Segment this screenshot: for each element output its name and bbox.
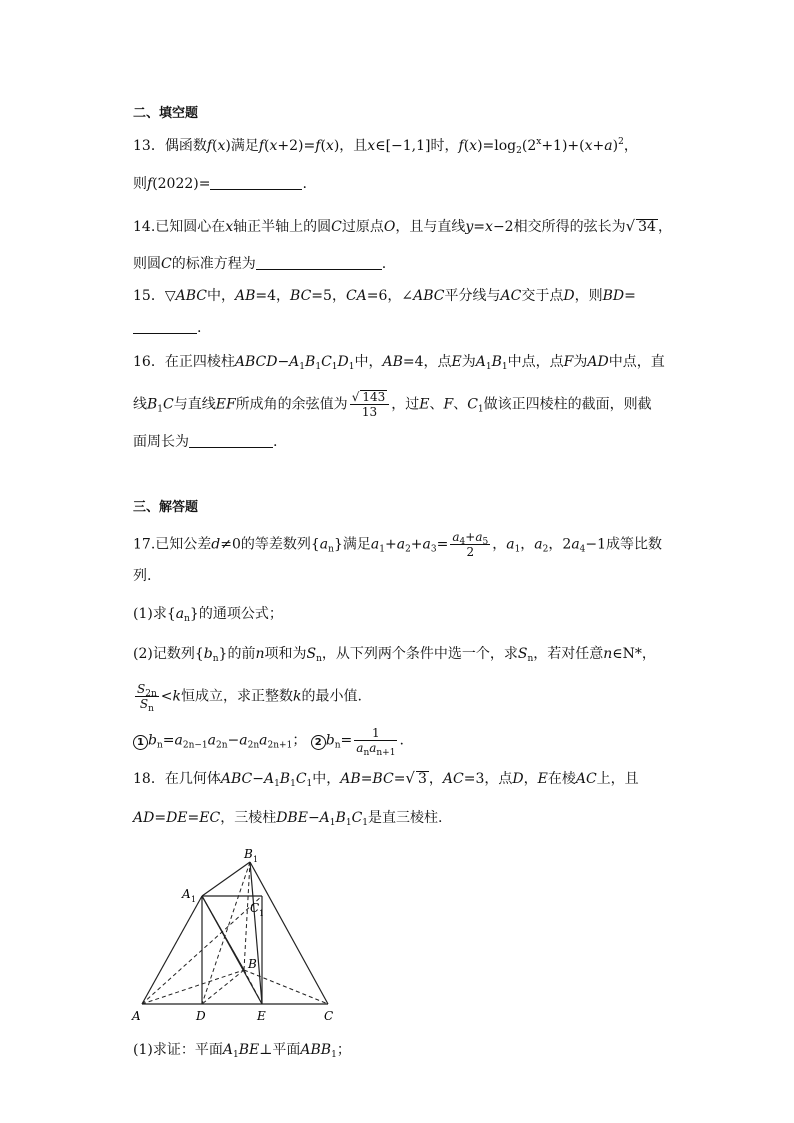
edge-B1-D-dashed: [202, 862, 250, 1004]
q17-part2-line1: (2)记数列$\{b_n\}$的前n项和为$S_n$，从下列两个条件中选一个，求$S_n$，若对任意n∈N*，: [133, 646, 656, 664]
section-fill-title: 二、填空题: [133, 106, 199, 121]
q16-line2: 线$B_1C$与直线EF所成角的余弦值为 $\frac{√ 143}{13}$ ，过E、F、$C_1$做该正四棱柱的截面，则截: [133, 390, 652, 419]
label-E: E: [257, 1009, 266, 1023]
q18-part1: (1)求证：平面$A_1BE\perp$平面$ABB_1$；: [133, 1042, 351, 1060]
q18-line1: 18．在几何体$ABC-A_1B_1C_1$中，AB=BC=√ 3 ，AC=3，点D，E在棱AC上，且: [133, 769, 639, 789]
label-A: A: [132, 1009, 141, 1023]
q13-line2: 则f(2022)= .: [133, 176, 307, 192]
q15-line2: .: [133, 318, 201, 338]
edge-A-B-dashed: [142, 970, 244, 1004]
q18-line2: AD=DE=EC，三棱柱$DBE-A_1B_1C_1$是直三棱柱.: [133, 810, 443, 828]
q17-part1: (1)求$\{a_n\}$的通项公式；: [133, 606, 283, 624]
q17-part2-line2: $\frac{S_{2n}}{S_n}$ <k恒成立，求正整数k的最小值.: [137, 682, 362, 714]
label-A1-sub: 1: [191, 895, 197, 904]
answer-blank-13[interactable]: [210, 175, 302, 190]
label-B: B: [248, 957, 257, 971]
q15-line1: 15．▽ABC中，AB=4，BC=5，CA=6，∠ABC平分线与AC交于点D，则BD=: [133, 288, 636, 304]
q16-line1: 16．在正四棱柱$ABCD-A_1B_1C_1D_1$中，AB=4，点E为$A_1B_1$中点，点F为AD中点，直: [133, 354, 665, 372]
condition-2-marker: 2: [311, 735, 326, 750]
q14-line2: 则圆C的标准方程为 .: [133, 256, 387, 272]
edge-B1-E: [250, 862, 265, 1004]
label-A1: A: [182, 887, 191, 901]
q14-line1: 14.已知圆心在x轴正半轴上的圆C过原点O，且与直线y=x−2相交所得的弦长为√ 34 ，: [133, 217, 672, 235]
q16-line3: 面周长为 .: [133, 434, 278, 450]
label-B1: B: [244, 847, 253, 861]
q17-line2: 列.: [133, 568, 152, 584]
label-D: D: [196, 1009, 206, 1023]
answer-blank-16[interactable]: [189, 433, 273, 448]
q17-line1: 17.已知公差d≠0的等差数列$\{a_n\}$满足$a_1+a_2+a_3=$ $\frac{a_4+a_5}{2}$ ，$a_1$，$a_2$，$2a_4-1$成等比数: [133, 530, 663, 559]
label-C1: C: [250, 901, 260, 915]
edge-A-A1: [142, 896, 202, 1004]
section-solve-title: 三、解答题: [133, 500, 199, 515]
edge-A1-B1: [202, 862, 250, 896]
answer-blank-14[interactable]: [256, 255, 382, 270]
label-C: C: [324, 1009, 334, 1023]
answer-blank-15[interactable]: [133, 319, 197, 334]
label-C1-sub: 1: [259, 909, 265, 918]
geometry-figure: [128, 840, 348, 1030]
label-B1-sub: 1: [253, 855, 259, 864]
condition-1-marker: 1: [133, 735, 148, 750]
edge-B-C-dashed: [244, 970, 328, 1004]
q13-line1: 13．偶函数f(x)满足f(x+2)=f(x)，且x∈[−1,1]时，$f(x)=\log_2(2^x+1)+(x+a)^2$，: [133, 137, 638, 156]
q17-conditions: 1 $b_n=a_{2n-1}a_{2n}-a_{2n}a_{2n+1}$； 2 $b_n=$ $\frac{1}{a_na_{n+1}}$ .: [133, 726, 404, 755]
edge-B-D-dashed: [202, 970, 244, 1004]
